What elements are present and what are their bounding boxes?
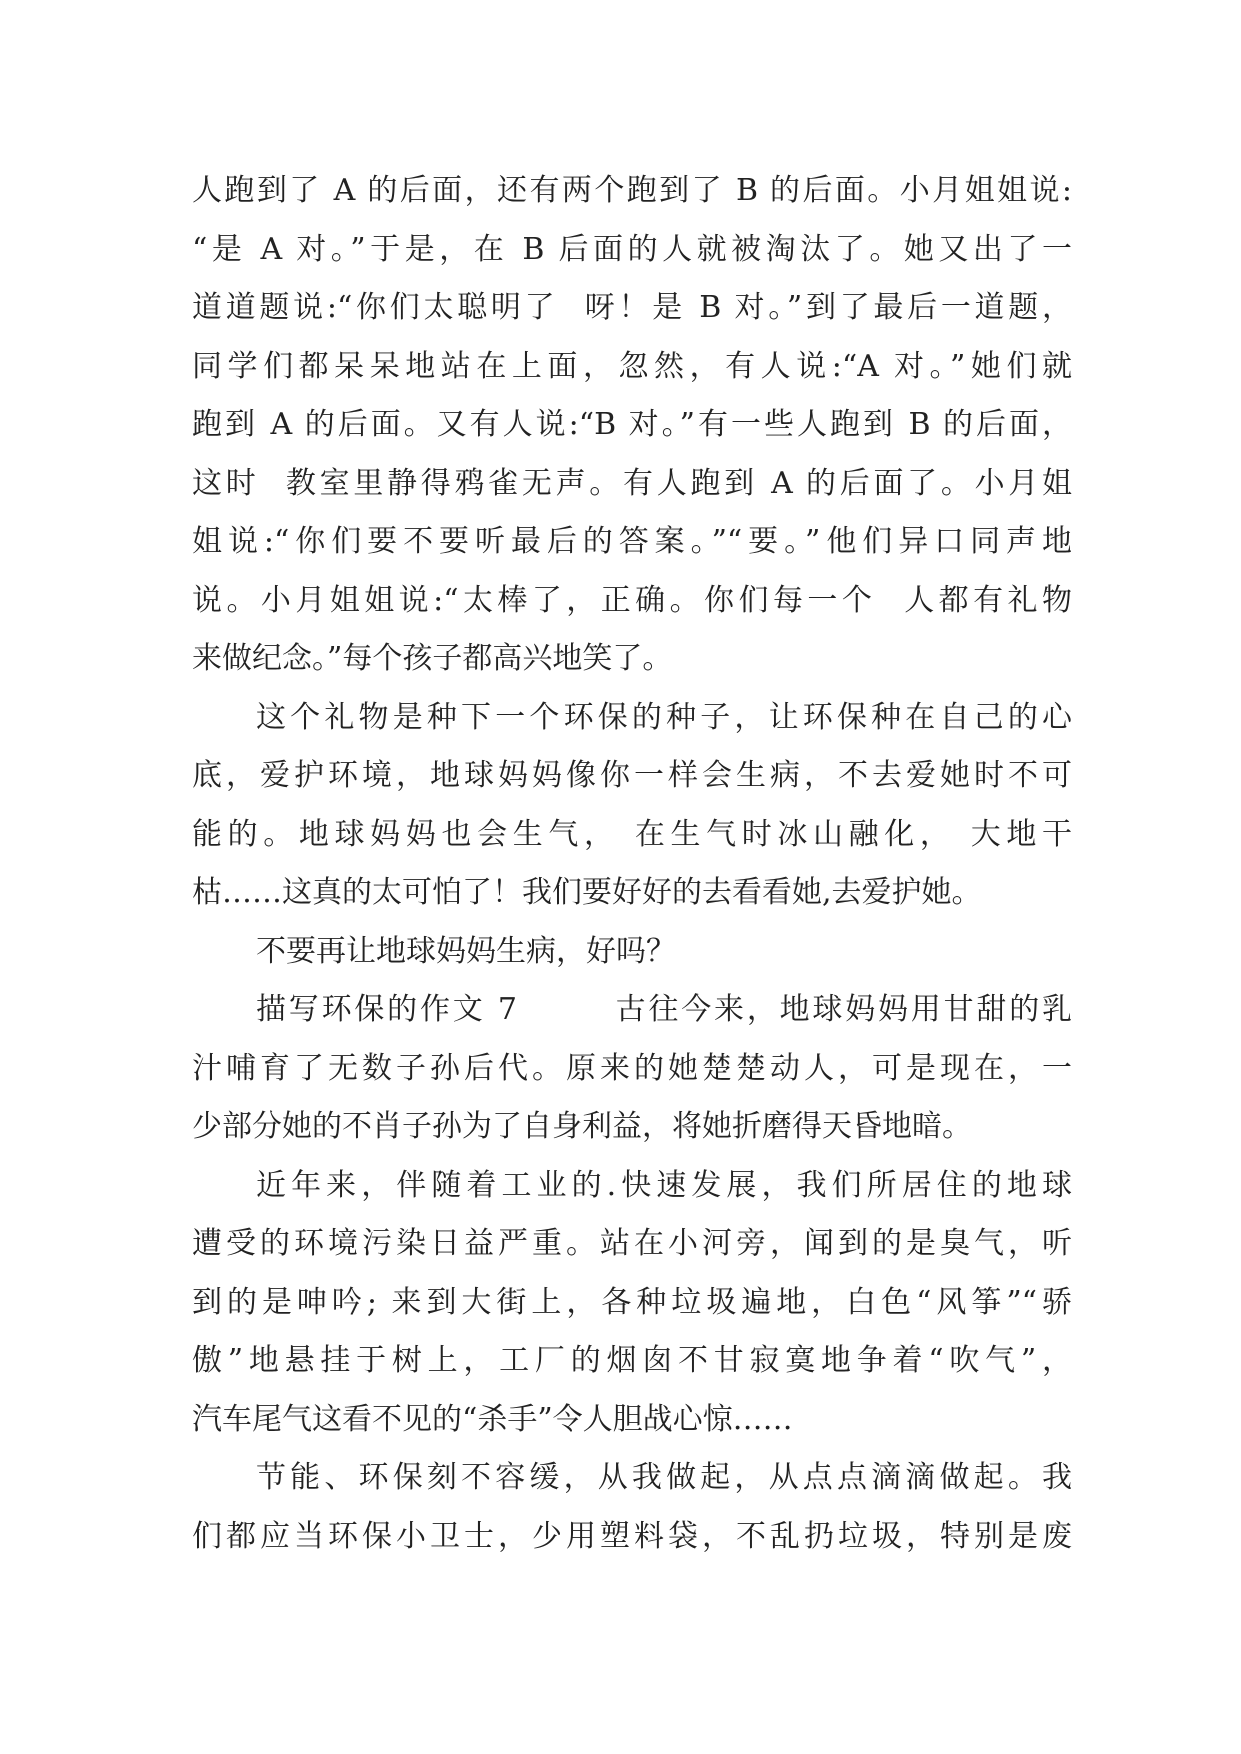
text-line: 人跑到了 A 的后面，还有两个跑到了 B 的后面。小月姐姐说:: [192, 173, 1072, 208]
text-line: 汽车尾气这看不见的“杀手”令人胆战心惊……: [192, 1401, 793, 1437]
text-line: 跑到 A 的后面。又有人说:“B 对。”有一些人跑到 B 的后面，: [192, 407, 1072, 442]
text-line: 说。小月姐姐说:“太棒了，正确。你们每一个 人都有礼物: [192, 582, 1072, 618]
text-line: 来做纪念。”每个孩子都高兴地笑了。: [192, 641, 673, 676]
text-line: 同学们都呆呆地站在上面，忽然，有人说:“A 对。”她们就: [192, 348, 1072, 384]
text-line: 姐说:“你们要不要听最后的答案。”“要。”他们异口同声地: [192, 524, 1072, 559]
text-line: 不要再让地球妈妈生病，好吗？: [256, 933, 676, 969]
text-line: “是 A 对。”于是，在 B 后面的人就被淘汰了。她又出了一: [192, 231, 1072, 267]
text-line: 道道题说:“你们太聪明了 呀！是 B 对。”到了最后一道题，: [192, 290, 1072, 325]
text-line: 能的。地球妈妈也会生气， 在生气时冰山融化， 大地干: [192, 816, 1072, 852]
text-line: 傲”地悬挂于树上，工厂的烟囱不甘寂寞地争着“吹气”，: [192, 1343, 1072, 1378]
body-text: [192, 162, 1072, 1566]
text-line: 节能、环保刻不容缓，从我做起，从点点滴滴做起。我: [256, 1460, 1072, 1495]
text-line: 枯……这真的太可怕了！我们要好好的去看看她,去爱护她。: [192, 875, 982, 910]
text-line: 们都应当环保小卫士，少用塑料袋，不乱扔垃圾，特别是废: [192, 1518, 1072, 1554]
text-line: 这个礼物是种下一个环保的种子，让环保种在自己的心: [256, 699, 1072, 735]
text-line: 少部分她的不肖子孙为了自身利益，将她折磨得天昏地暗。: [192, 1109, 972, 1144]
text-line: 遭受的环境污染日益严重。站在小河旁，闻到的是臭气，听: [192, 1226, 1072, 1261]
text-line: 汁哺育了无数子孙后代。原来的她楚楚动人，可是现在，一: [192, 1050, 1072, 1086]
text-line: 底，爱护环境，地球妈妈像你一样会生病，不去爱她时不可: [192, 758, 1072, 793]
text-line: 近年来，伴随着工业的.快速发展，我们所居住的地球: [256, 1167, 1072, 1203]
text-line: 这时 教室里静得鸦雀无声。有人跑到 A 的后面了。小月姐: [192, 465, 1072, 501]
text-line: 到的是呻吟; 来到大街上，各种垃圾遍地，白色“风筝”“骄: [192, 1284, 1072, 1320]
text-line: 描写环保的作文 7 古往今来，地球妈妈用甘甜的乳: [256, 992, 1072, 1027]
